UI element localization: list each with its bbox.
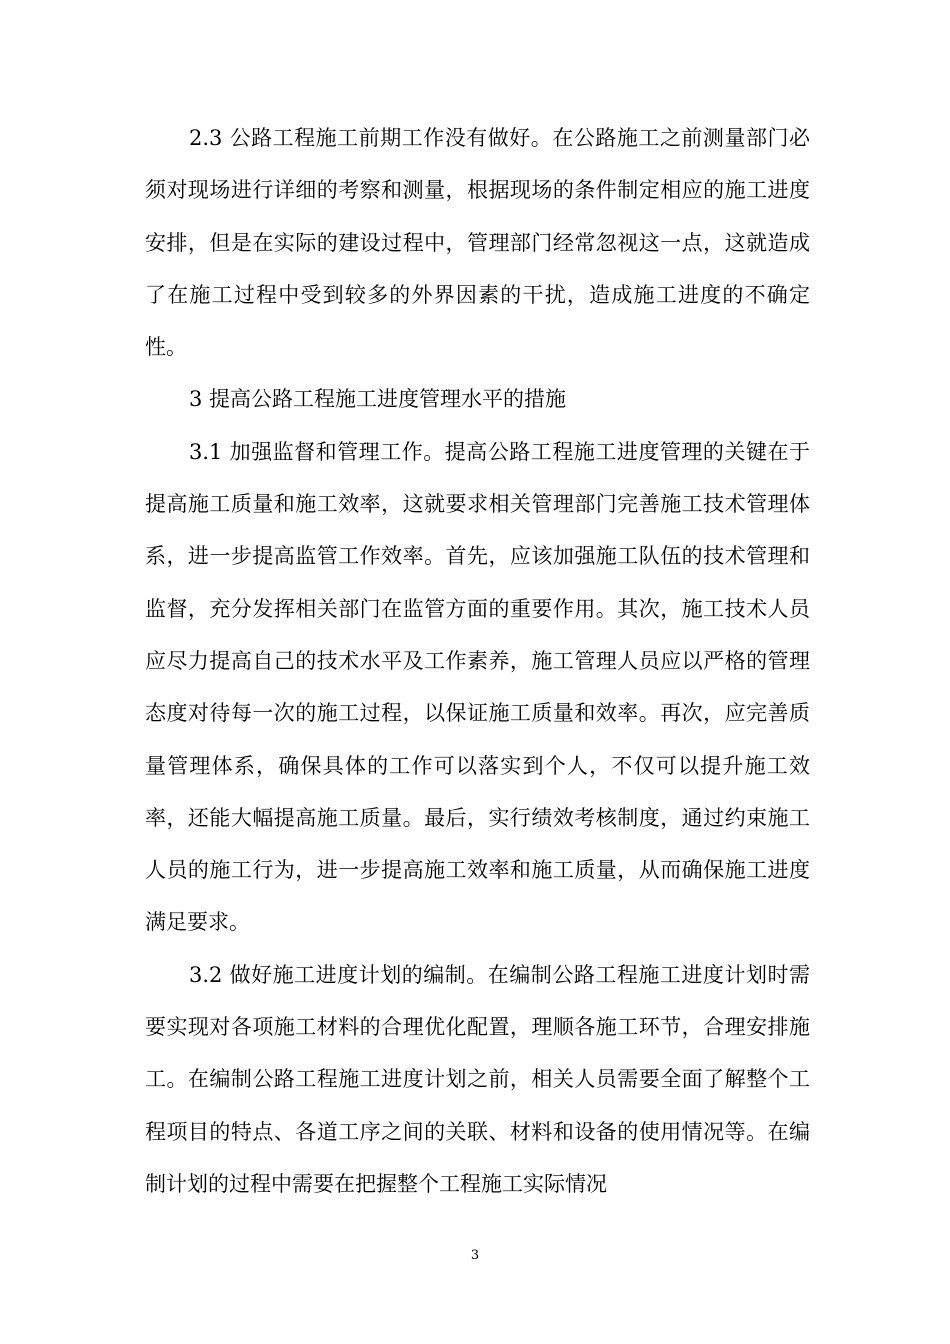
body-text — [145, 112, 810, 1210]
section-heading-3: 3 提高公路工程施工进度管理水平的措施 — [189, 387, 567, 412]
paragraph-3-2: 3.2 做好施工进度计划的编制。在编制公路工程施工进度计划时需要实现对各项施工材料的合理优化配置，理顺各施工环节，合理安排施工。在编制公路工程施工进度计划之前，相关人员需要全面了解整个工程项目的特点、各道工序之间的关联、材料和设备的使用情况等。在编制计划的过程中需要在把握整个工程施工实际情况 — [145, 962, 810, 1196]
page-number: 3 — [470, 1248, 480, 1263]
paragraph-3-1: 3.1 加强监督和管理工作。提高公路工程施工进度管理的关键在于提高施工质量和施工效率，这就要求相关管理部门完善施工技术管理体系，进一步提高监管工作效率。首先，应该加强施工队伍的技术管理和监督，充分发挥相关部门在监管方面的重要作用。其次，施工技术人员应尽力提高自己的技术水平及工作素养，施工管理人员应以严格的管理态度对待每一次的施工过程，以保证施工质量和效率。再次，应完善质量管理体系，确保具体的工作可以落实到个人，不仅可以提升施工效率，还能大幅提高施工质量。最后，实行绩效考核制度，通过约束施工人员的施工行为，进一步提高施工效率和施工质量，从而确保施工进度满足要求。 — [145, 439, 810, 935]
paragraph-2-3: 2.3 公路工程施工前期工作没有做好。在公路施工之前测量部门必须对现场进行详细的考察和测量，根据现场的条件制定相应的施工进度安排，但是在实际的建设过程中，管理部门经常忽视这一点，这就造成了在施工过程中受到较多的外界因素的干扰，造成施工进度的不确定性。 — [145, 126, 810, 360]
